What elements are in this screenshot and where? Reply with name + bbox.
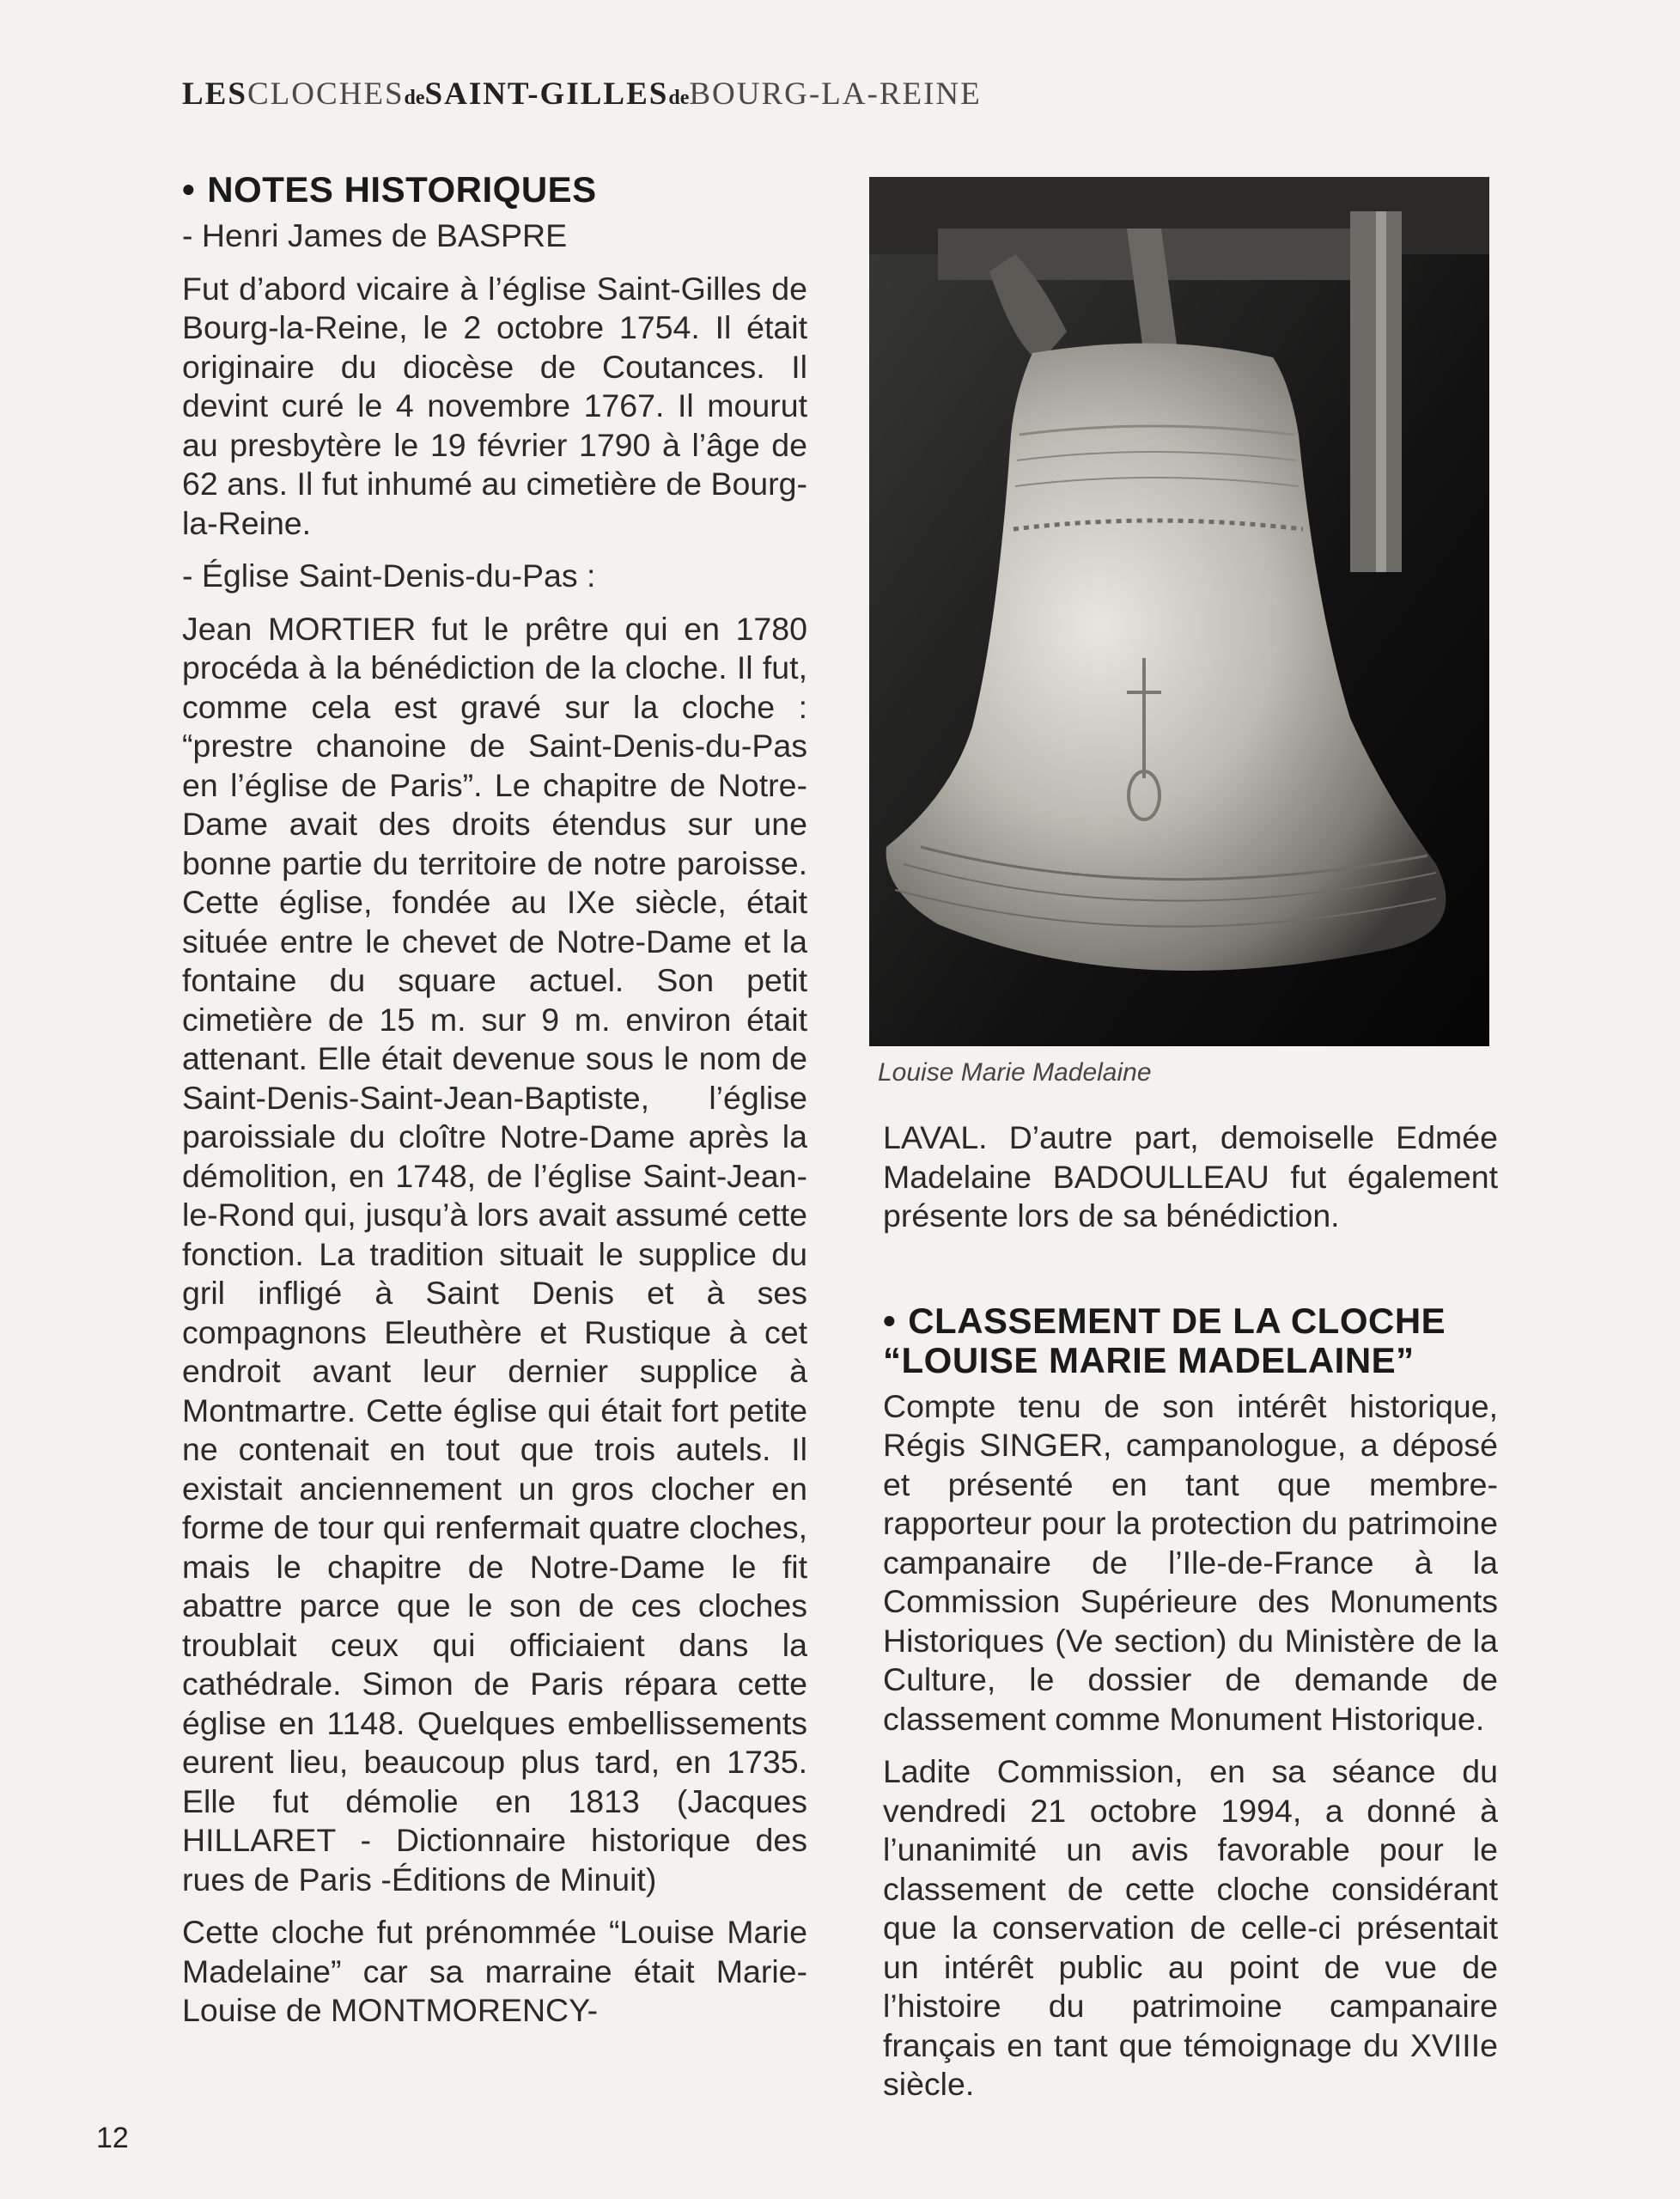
running-head-de-2: de [668,87,690,109]
section-heading-notes [182,170,807,210]
paragraph-laval-continued: LAVAL. D’autre part, demoiselle Edmée Madelaine BADOULLEAU fut également présente lors de sa bénédiction. [883,1119,1498,1234]
section-heading-classement [883,1301,1498,1380]
subheading-saint-denis: - Église Saint-Denis-du-Pas : [182,557,596,594]
running-head-bourg-la-reine: BOURG-LA-REINE [689,76,982,112]
paragraph-cloche-name: Cette cloche fut prénommée “Louise Marie Madelaine” car sa marraine était Marie-Louise de MONTMORENCY- [182,1914,807,2028]
bell-illustration [869,177,1489,1046]
heading-line-2: “LOUISE MARIE MADELAINE” [883,1339,1415,1380]
subheading-baspre: - Henri James de BASPRE [182,217,568,253]
running-head-cloches: CLOCHES [247,76,405,112]
section-spacer [883,1250,1498,1301]
paragraph-classement-1: Compte tenu de son intérêt historique, Régis SINGER, campanologue, a déposé et présenté en tant que membre-rapporteur pour la protection du patrimoine campanaire de l’Ile-de-France à la Commission Supérieure des Monuments Historiques (Ve section) du Ministère de la Culture, le dossier de demande de classement comme Monument Historique. [883,1387,1498,1737]
paragraph-classement-2: Ladite Commission, en sa séance du vendredi 21 octobre 1994, a donné à l’unanimité un avis favorable pour le classement de cette cloche considérant que la conservation de celle-ci présentait un intérêt public au point de vue de l’histoire du patrimoine campanaire français en tant que témoignage du XVIIIe siècle. [883,1753,1498,2102]
running-head [182,76,1058,113]
heading-line-1: CLASSEMENT DE LA CLOCHE [908,1300,1446,1341]
paragraph-saint-denis: Jean MORTIER fut le prêtre qui en 1780 procéda à la bénédiction de la cloche. Il fut, comme cela est gravé sur la cloche : “prestre chanoine de Saint-Denis-du-Pas en l’église de Paris”. Le chapitre de Notre-Dame avait des droits étendus sur une bonne partie du territoire de notre paroisse. Cette église, fondée au IXe siècle, était située entre le chevet de Notre-Dame et la fontaine du square actuel. Son petit cimetière de 15 m. sur 9 m. environ était attenant. Elle était devenue sous le nom de Saint-Denis-Saint-Jean-Baptiste, l’église paroissiale du cloître Notre-Dame après la démolition, en 1748, de l’église Saint-Jean-le-Rond qui, jusqu’à lors avait assumé cette fonction. La tradition situait le supplice du gril infligé à Saint Denis et à ses compagnons Eleuthère et Rustique à cet endroit avant leur dernier supplice à Montmartre. Cette église qui était fort petite ne contenait en tout que trois autels. Il existait anciennement un gros clocher en forme de tour qui renfermait quatre cloches, mais le chapitre de Notre-Dame le fit abattre parce que le son de ces cloches troublait ceux qui officiaient dans la cathédrale. Simon de Paris répara cette église en 1148. Quelques embellissements eurent lieu, beaucoup plus tard, en 1735. Elle fut démolie en 1813 (Jacques HILLARET - Dictionnaire historique des rues de Paris -Éditions de Minuit) [182,610,807,1897]
heading-text: NOTES HISTORIQUES [207,169,597,210]
page-number: 12 [96,2122,129,2154]
photo-caption: Louise Marie Madelaine [878,1058,1152,1087]
running-head-les: LES [182,76,247,112]
heading-bullet-2: • [883,1300,897,1341]
right-column [883,1118,1498,2118]
left-column [182,170,807,2044]
heading-bullet: • [182,169,196,210]
running-head-saint-gilles: SAINT-GILLES [424,76,669,112]
paragraph-baspre: Fut d’abord vicaire à l’église Saint-Gilles de Bourg-la-Reine, le 2 octobre 1754. Il était originaire du diocèse de Coutances. Il devint curé le 4 novembre 1767. Il mourut au presbytère le 19 février 1790 à l’âge de 62 ans. Il fut inhumé au cimetière de Bourg-la-Reine. [182,270,807,541]
bell-photo [869,177,1489,1046]
running-head-de-1: de [404,87,425,109]
